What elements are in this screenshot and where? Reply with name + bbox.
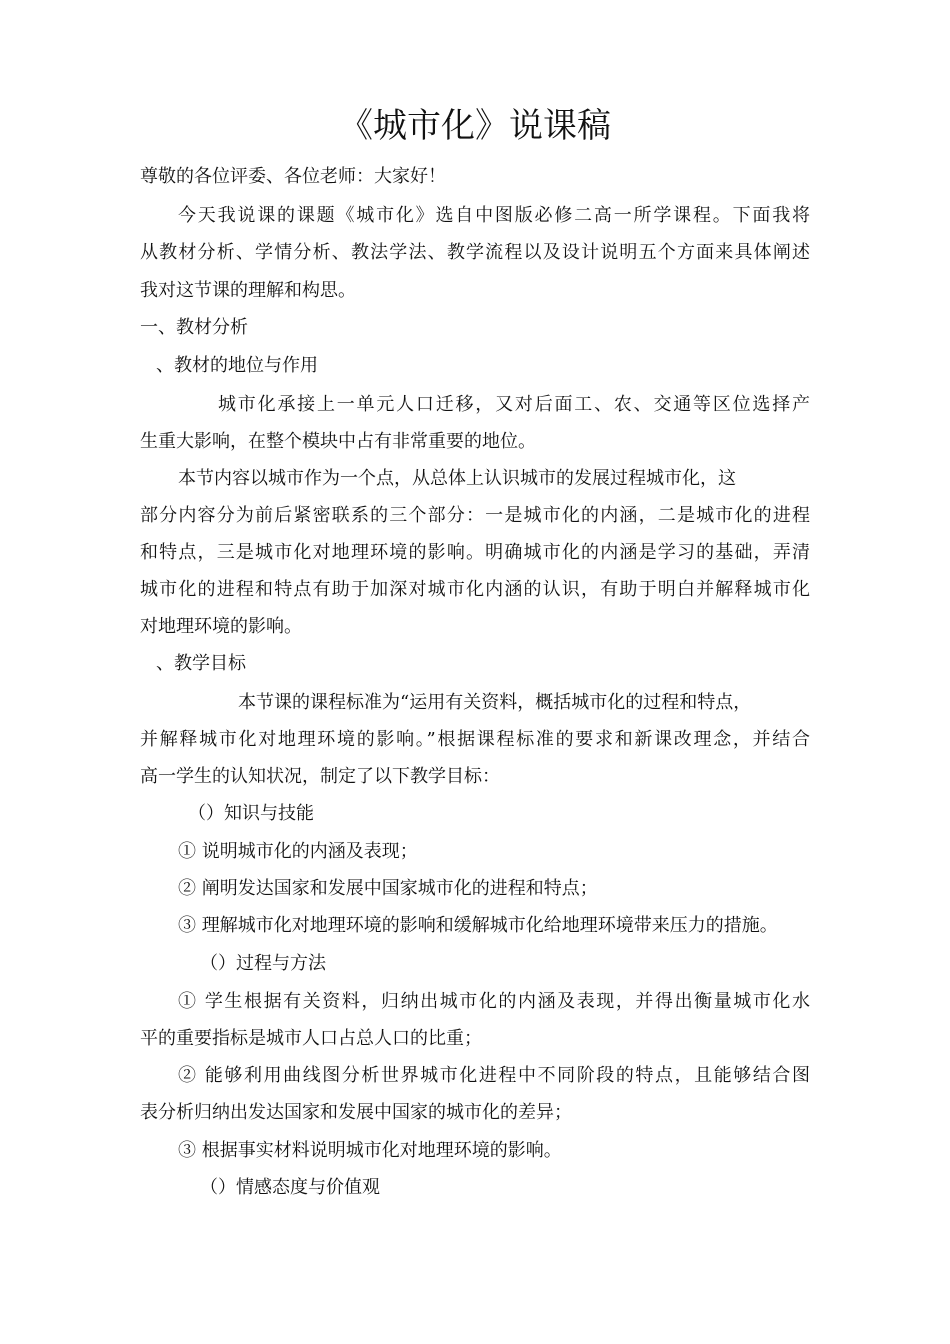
status-role-line-1: 城市化承接上一单元人口迁移，又对后面工、农、交通等区位选择产 bbox=[218, 394, 810, 415]
list-item-continuation: 平的重要指标是城市人口占总人口的比重； bbox=[140, 1028, 482, 1049]
content-line-3: 和特点，三是城市化对地理环境的影响。明确城市化的内涵是学习的基础，弄清 bbox=[140, 542, 810, 563]
greeting: 尊敬的各位评委、各位老师：大家好！ bbox=[140, 166, 446, 187]
list-item: ③ 理解城市化对地理环境的影响和缓解城市化给地理环境带来压力的措施。 bbox=[178, 915, 778, 936]
list-item: ① 说明城市化的内涵及表现； bbox=[178, 841, 418, 862]
intro-line-1: 今天我说课的课题《城市化》选自中图版必修二高一所学课程。下面我将 bbox=[178, 205, 810, 226]
content-line-4: 城市化的进程和特点有助于加深对城市化内涵的认识，有助于明白并解释城市化 bbox=[140, 579, 810, 600]
content-line-1: 本节内容以城市作为一个点，从总体上认识城市的发展过程城市化，这 bbox=[178, 468, 736, 489]
status-role-line-2: 生重大影响，在整个模块中占有非常重要的地位。 bbox=[140, 431, 536, 452]
list-item: ③ 根据事实材料说明城市化对地理环境的影响。 bbox=[178, 1140, 562, 1161]
goals-line-1: 本节课的课程标准为“运用有关资料，概括城市化的过程和特点， bbox=[238, 692, 752, 713]
page-title: 《城市化》说课稿 bbox=[339, 106, 611, 146]
list-item-continuation: 表分析归纳出发达国家和发展中国家的城市化的差异； bbox=[140, 1102, 572, 1123]
goal-heading-process-method: （）过程与方法 bbox=[200, 953, 326, 974]
subheading-teaching-goals: 、教学目标 bbox=[156, 653, 246, 674]
goal-heading-attitude-values: （）情感态度与价值观 bbox=[200, 1177, 380, 1198]
goal-heading-knowledge-skills: （）知识与技能 bbox=[188, 803, 314, 824]
list-item: ② 能够利用曲线图分析世界城市化进程中不同阶段的特点，且能够结合图 bbox=[178, 1065, 810, 1086]
list-item: ② 阐明发达国家和发展中国家城市化的进程和特点； bbox=[178, 878, 598, 899]
intro-line-3: 我对这节课的理解和构思。 bbox=[140, 280, 356, 301]
goals-line-2: 并解释城市化对地理环境的影响。”根据课程标准的要求和新课改理念，并结合 bbox=[140, 729, 810, 750]
subheading-status-role: 、教材的地位与作用 bbox=[156, 355, 318, 376]
list-item: ① 学生根据有关资料，归纳出城市化的内涵及表现，并得出衡量城市化水 bbox=[178, 991, 810, 1012]
content-line-5: 对地理环境的影响。 bbox=[140, 616, 302, 637]
content-line-2: 部分内容分为前后紧密联系的三个部分：一是城市化的内涵，二是城市化的进程 bbox=[140, 505, 810, 526]
intro-line-2: 从教材分析、学情分析、教法学法、教学流程以及设计说明五个方面来具体阐述 bbox=[140, 242, 810, 263]
section-heading-textbook-analysis: 一、教材分析 bbox=[140, 317, 248, 338]
goals-line-3: 高一学生的认知状况，制定了以下教学目标： bbox=[140, 766, 500, 787]
